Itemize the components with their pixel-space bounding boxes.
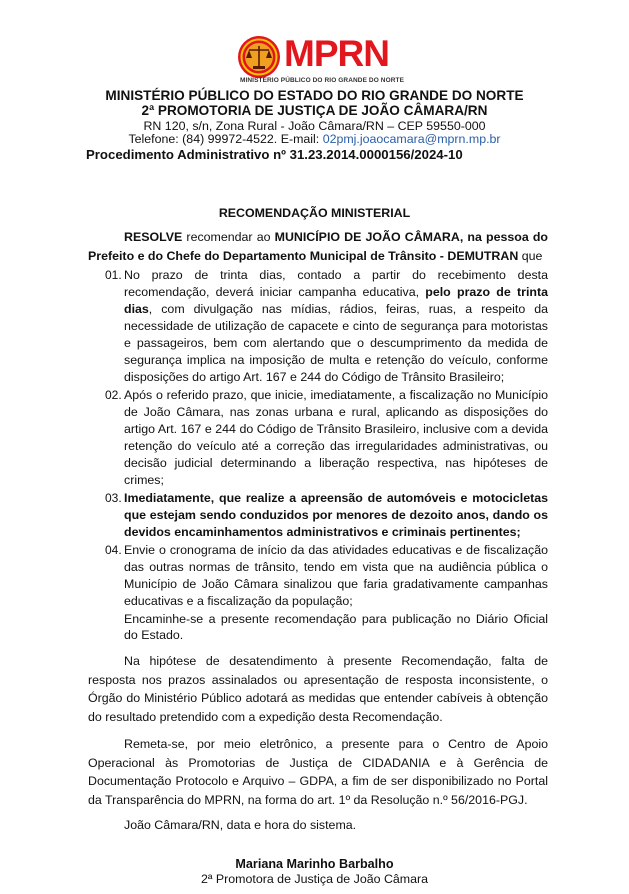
remit-paragraph: Remeta-se, por meio eletrônico, a presente para o Centro de Apoio Operacional às Promotorias de Justiça de CIDADANIA e à Gerência de Documentação Protocolo e Arquivo – GDPA, a fim de ser disponibilizado no Portal da Transparência do MPRN, na forma do art. 1º da Resolução n.º 56/2016-PGJ. (88, 737, 548, 807)
header-org: MINISTÉRIO PÚBLICO DO ESTADO DO RIO GRANDE DO NORTE (105, 88, 524, 103)
item-number: 04. (105, 543, 122, 557)
logo-subtitle: MINISTÉRIO PÚBLICO DO RIO GRANDE DO NORTE (239, 77, 405, 84)
place-date: João Câmara/RN, data e hora do sistema. (124, 818, 357, 832)
forward-paragraph: Encaminhe-se a presente recomendação para publicação no Diário Oficial do Estado. (124, 612, 548, 642)
intro-paragraph: RESOLVE recomendar ao MUNICÍPIO DE JOÃO CÂMARA, na pessoa do Prefeito e do Chefe do Departamento Municipal de Trânsito - DEMUTRAN que (88, 230, 548, 263)
header-contact (0, 131, 629, 147)
phone-label: Telefone: (84) 99972-4522. E-mail: (128, 132, 323, 146)
header-unit: 2ª PROMOTORIA DE JUSTIÇA DE JOÃO CÂMARA/RN (141, 103, 488, 118)
procedure-number: Procedimento Administrativo nº 31.23.2014.0000156/2024-10 (86, 147, 463, 162)
list-item: 03. Imediatamente, que realize a apreensão de automóveis e motocicletas que estejam sendo conduzidos por menores de dezoito anos, dando os devidos encaminhamentos administrativos e criminais pertinentes; (105, 491, 548, 539)
item-number: 03. (105, 491, 122, 505)
list-item: 04. Envie o cronograma de início da das atividades educativas e de fiscalização das outras normas de trânsito, tendo em vista que na audiência pública o Município de João Câmara sinalizou que faria gradativamente campanhas educativas e a fiscalização da população; (105, 543, 548, 608)
list-item: 02. Após o referido prazo, que inicie, imediatamente, a fiscalização no Município de João Câmara, nas zonas urbana e rural, aplicando as disposições do artigo Art. 167 e 244 do Código de Trânsito Brasileiro, inclusive com a devida retenção do veículo até a correção das irregularidades administrativas, ou decisão judicial determinando a liberação respectiva, nas hipóteses de crimes; (105, 388, 548, 487)
signer-role: 2ª Promotora de Justiça de João Câmara (200, 872, 429, 886)
document-body (88, 228, 548, 818)
list-item: 01. No prazo de trinta dias, contado a partir do recebimento desta recomendação, deverá iniciar campanha educativa, pelo prazo de trinta dias, com divulgação nas mídias, rádios, feiras, ruas, a respeito da necessidade de utilização de capacete e cinto de segurança para motoristas e passageiros, bem com alertando que o descumprimento da medida de segurança implica na imposição de multa e retenção do veículo, conforme disposições do artigo Art. 167 e 244 do Código de Trânsito Brasileiro; (105, 268, 548, 384)
document-title: RECOMENDAÇÃO MINISTERIAL (218, 206, 411, 220)
scales-of-justice-emblem-icon (237, 35, 281, 79)
mprn-logo (237, 33, 407, 83)
signer-name: Mariana Marinho Barbalho (235, 857, 394, 871)
recommendation-list (88, 267, 548, 610)
logo-brand: MPRN (284, 33, 389, 74)
item-number: 02. (105, 388, 122, 402)
email-link[interactable]: 02pmj.joaocamara@mprn.mp.br (322, 132, 501, 146)
noncompliance-paragraph: Na hipótese de desatendimento à presente Recomendação, falta de resposta nos prazos assinalados ou apresentação de resposta inconsistente, o Órgão do Ministério Público adotará as medidas que entender cabíveis à obtenção do resultado pretendido com a expedição desta Recomendação. (88, 654, 548, 724)
header-address: RN 120, s/n, Zona Rural - João Câmara/RN – CEP 59550-000 (143, 119, 486, 133)
item-number: 01. (105, 268, 122, 282)
